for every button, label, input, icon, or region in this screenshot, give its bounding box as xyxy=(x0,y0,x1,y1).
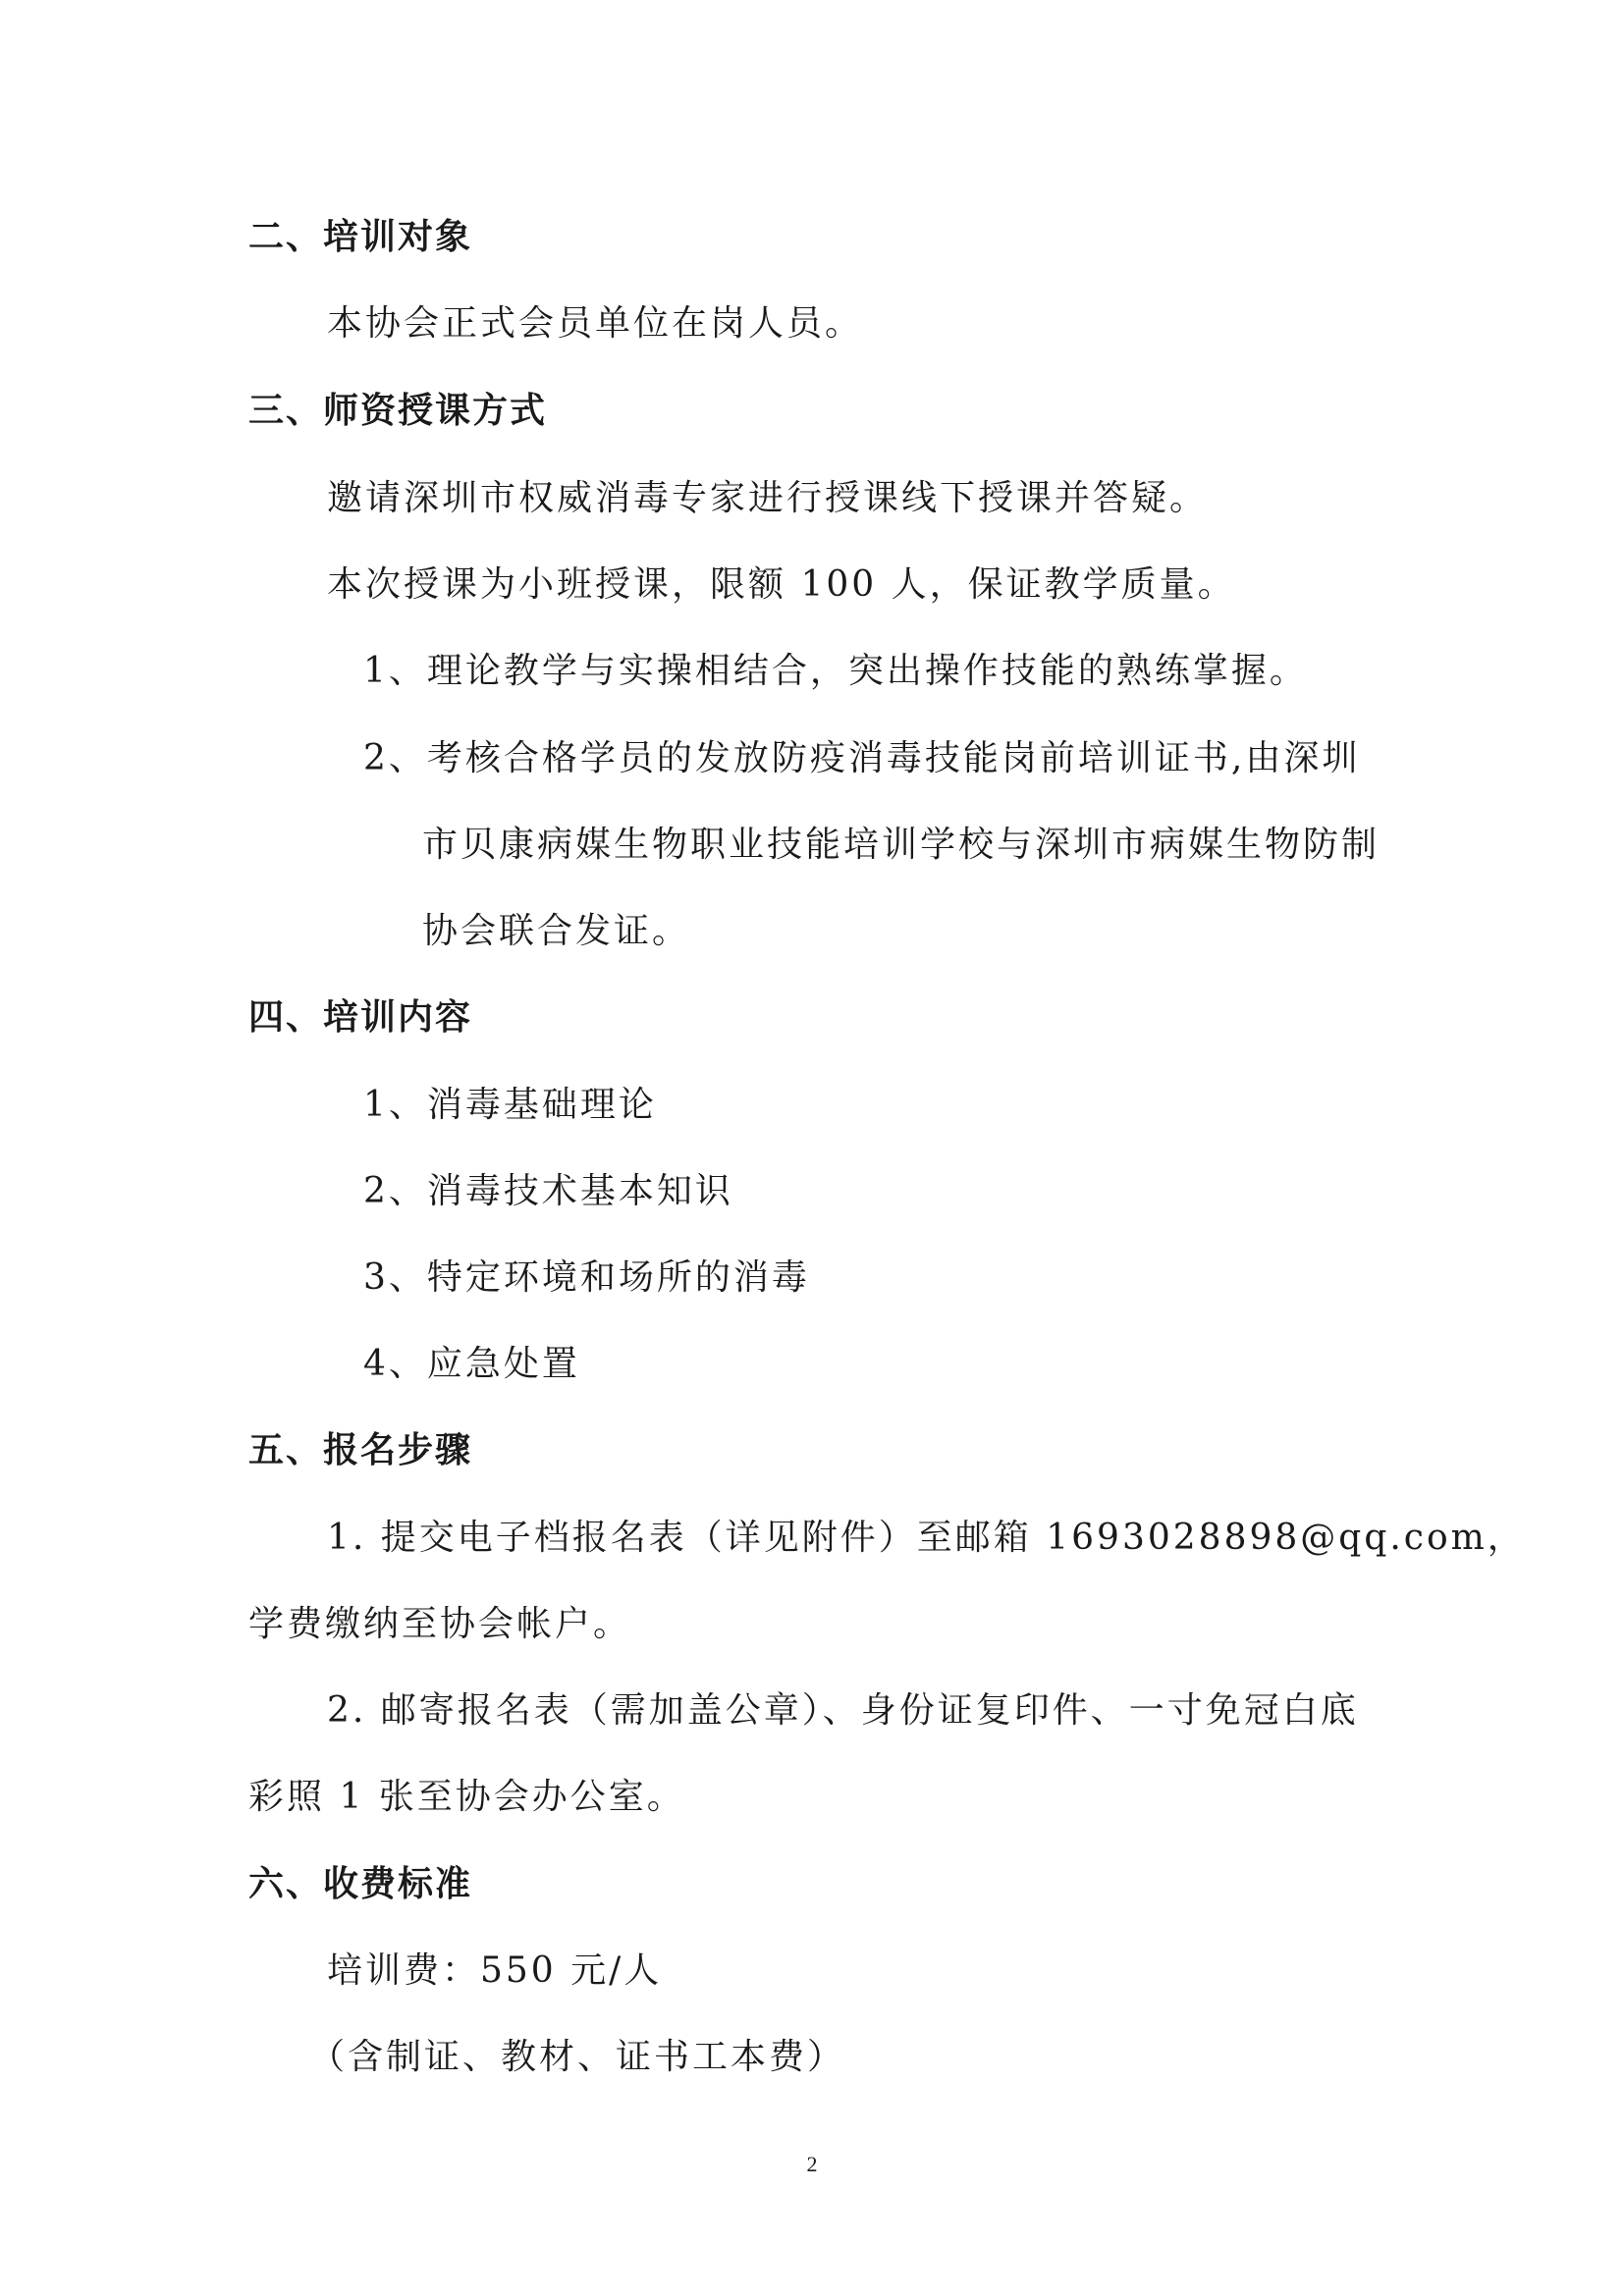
list-item-teaching-1: 1、理论教学与实操相结合，突出操作技能的熟练掌握。 xyxy=(363,651,1308,691)
section-heading-teaching-method: 三、师资授课方式 xyxy=(248,391,548,431)
paragraph-training-target: 本协会正式会员单位在岗人员。 xyxy=(327,303,864,344)
list-item-content-2: 2、消毒技术基本知识 xyxy=(363,1171,733,1211)
paragraph-teaching-experts: 邀请深圳市权威消毒专家进行授课线下授课并答疑。 xyxy=(327,478,1209,518)
section-heading-training-target: 二、培训对象 xyxy=(248,217,473,257)
fee-note: （含制证、教材、证书工本费） xyxy=(309,2037,846,2077)
registration-step-2-line2: 彩照 1 张至协会办公室。 xyxy=(248,1777,685,1817)
section-heading-training-content: 四、培训内容 xyxy=(248,997,473,1038)
list-item-content-3: 3、特定环境和场所的消毒 xyxy=(363,1257,810,1298)
list-item-teaching-2-line3: 协会联合发证。 xyxy=(422,911,691,951)
registration-step-1-line1: 1. 提交电子档报名表（详见附件）至邮箱 1693028898@qq.com， xyxy=(327,1518,1526,1558)
fee-amount: 培训费：550 元/人 xyxy=(327,1950,663,1991)
paragraph-class-size: 本次授课为小班授课，限额 100 人，保证教学质量。 xyxy=(327,564,1236,605)
registration-step-2-line1: 2. 邮寄报名表（需加盖公章）、身份证复印件、一寸免冠白底 xyxy=(327,1690,1359,1731)
section-heading-registration: 五、报名步骤 xyxy=(248,1430,473,1470)
list-item-content-1: 1、消毒基础理论 xyxy=(363,1085,657,1125)
list-item-teaching-2-line2: 市贝康病媒生物职业技能培训学校与深圳市病媒生物防制 xyxy=(422,825,1380,865)
page-number: 2 xyxy=(806,2152,818,2176)
list-item-content-4: 4、应急处置 xyxy=(363,1344,580,1384)
registration-step-1-line2: 学费缴纳至协会帐户。 xyxy=(248,1604,632,1644)
section-heading-fees: 六、收费标准 xyxy=(248,1864,473,1904)
list-item-teaching-2-line1: 2、考核合格学员的发放防疫消毒技能岗前培训证书,由深圳 xyxy=(363,738,1361,778)
